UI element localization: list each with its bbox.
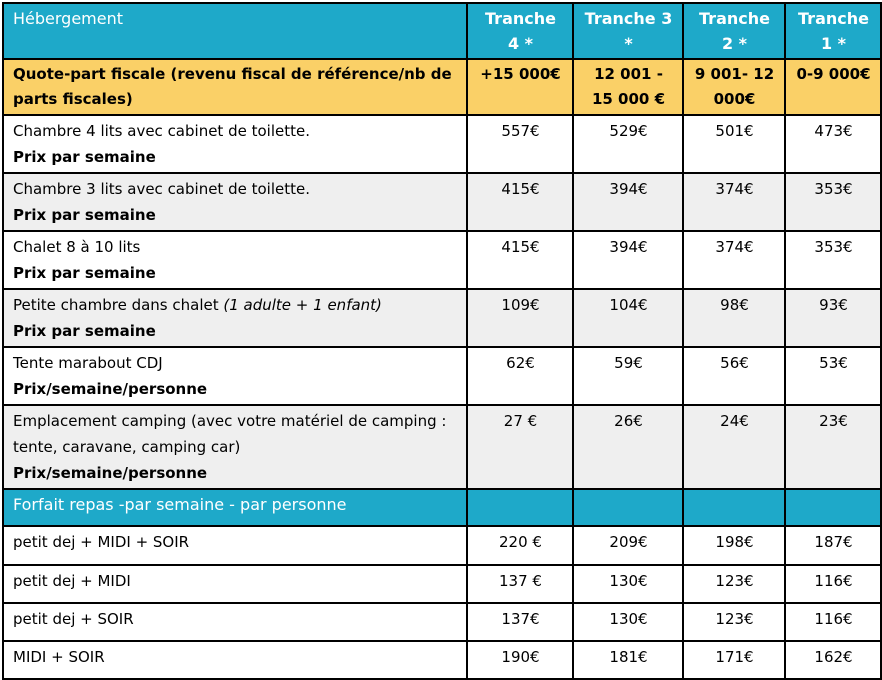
price-cell: 23€ (785, 405, 881, 489)
quote-part-value: 9 001- 12 000€ (683, 59, 785, 115)
price-cell: 62€ (467, 347, 573, 405)
price-cell: 53€ (785, 347, 881, 405)
price-cell: 123€ (683, 603, 785, 641)
row-unit: Prix par semaine (13, 206, 156, 224)
price-cell: 190€ (467, 641, 573, 679)
hebergement-header: Hébergement (3, 3, 467, 59)
repas-label: petit dej + SOIR (3, 603, 467, 641)
price-cell: 501€ (683, 115, 785, 173)
repas-header-empty (683, 489, 785, 526)
price-cell: 374€ (683, 231, 785, 289)
price-cell: 415€ (467, 231, 573, 289)
price-cell: 473€ (785, 115, 881, 173)
price-cell: 98€ (683, 289, 785, 347)
price-cell: 26€ (573, 405, 683, 489)
row-unit: Prix par semaine (13, 264, 156, 282)
row-label: Petite chambre dans chalet (13, 296, 224, 314)
price-cell: 123€ (683, 565, 785, 603)
quote-part-value: +15 000€ (467, 59, 573, 115)
price-cell: 220 € (467, 526, 573, 565)
quote-part-value: 0-9 000€ (785, 59, 881, 115)
price-cell: 198€ (683, 526, 785, 565)
price-cell: 109€ (467, 289, 573, 347)
tarifs-table (2, 2, 882, 680)
price-cell: 353€ (785, 231, 881, 289)
price-cell: 130€ (573, 565, 683, 603)
quote-part-label: Quote-part fiscale (revenu fiscal de référence/nb de parts fiscales) (3, 59, 467, 115)
repas-label: petit dej + MIDI + SOIR (3, 526, 467, 565)
tranche-4-header: Tranche 4 * (467, 3, 573, 59)
row-label-cell (3, 173, 467, 231)
row-label-cell (3, 405, 467, 489)
price-cell: 394€ (573, 231, 683, 289)
price-cell: 93€ (785, 289, 881, 347)
price-cell: 394€ (573, 173, 683, 231)
repas-header-empty (573, 489, 683, 526)
row-label: Chambre 3 lits avec cabinet de toilette. (13, 180, 310, 198)
price-cell: 137 € (467, 565, 573, 603)
price-cell: 56€ (683, 347, 785, 405)
row-label: Tente marabout CDJ (13, 354, 163, 372)
tranche-1-header: Tranche 1 * (785, 3, 881, 59)
row-label-cell (3, 231, 467, 289)
price-cell: 209€ (573, 526, 683, 565)
price-cell: 374€ (683, 173, 785, 231)
row-unit: Prix/semaine/personne (13, 380, 208, 398)
table-row (3, 347, 881, 405)
row-label-cell (3, 347, 467, 405)
table-row (3, 526, 881, 565)
table-row (3, 173, 881, 231)
repas-header: Forfait repas -par semaine - par personne (3, 489, 467, 526)
price-cell: 415€ (467, 173, 573, 231)
table-row (3, 641, 881, 679)
row-unit: Prix par semaine (13, 322, 156, 340)
price-cell: 181€ (573, 641, 683, 679)
row-label-italic: (1 adulte + 1 enfant) (223, 296, 382, 314)
price-cell: 557€ (467, 115, 573, 173)
header-row (3, 3, 881, 59)
row-label: Chalet 8 à 10 lits (13, 238, 141, 256)
tranche-3-header: Tranche 3 * (573, 3, 683, 59)
row-label: Chambre 4 lits avec cabinet de toilette. (13, 122, 310, 140)
repas-header-empty (467, 489, 573, 526)
price-cell: 187€ (785, 526, 881, 565)
price-cell: 171€ (683, 641, 785, 679)
price-cell: 59€ (573, 347, 683, 405)
price-cell: 353€ (785, 173, 881, 231)
table-row (3, 565, 881, 603)
repas-header-row (3, 489, 881, 526)
quote-part-row (3, 59, 881, 115)
price-cell: 116€ (785, 603, 881, 641)
row-label-cell (3, 115, 467, 173)
price-cell: 104€ (573, 289, 683, 347)
price-cell: 116€ (785, 565, 881, 603)
repas-label: petit dej + MIDI (3, 565, 467, 603)
tranche-2-header: Tranche 2 * (683, 3, 785, 59)
price-cell: 130€ (573, 603, 683, 641)
row-unit: Prix/semaine/personne (13, 464, 208, 482)
price-cell: 24€ (683, 405, 785, 489)
price-cell: 137€ (467, 603, 573, 641)
price-cell: 529€ (573, 115, 683, 173)
table-row (3, 603, 881, 641)
table-row (3, 115, 881, 173)
quote-part-value: 12 001 - 15 000 € (573, 59, 683, 115)
row-label: Emplacement camping (avec votre matériel de camping : tente, caravane, camping car) (13, 412, 447, 456)
price-cell: 162€ (785, 641, 881, 679)
repas-header-empty (785, 489, 881, 526)
table-row (3, 405, 881, 489)
row-label-cell (3, 289, 467, 347)
table-row (3, 289, 881, 347)
table-row (3, 231, 881, 289)
row-unit: Prix par semaine (13, 148, 156, 166)
price-cell: 27 € (467, 405, 573, 489)
repas-label: MIDI + SOIR (3, 641, 467, 679)
